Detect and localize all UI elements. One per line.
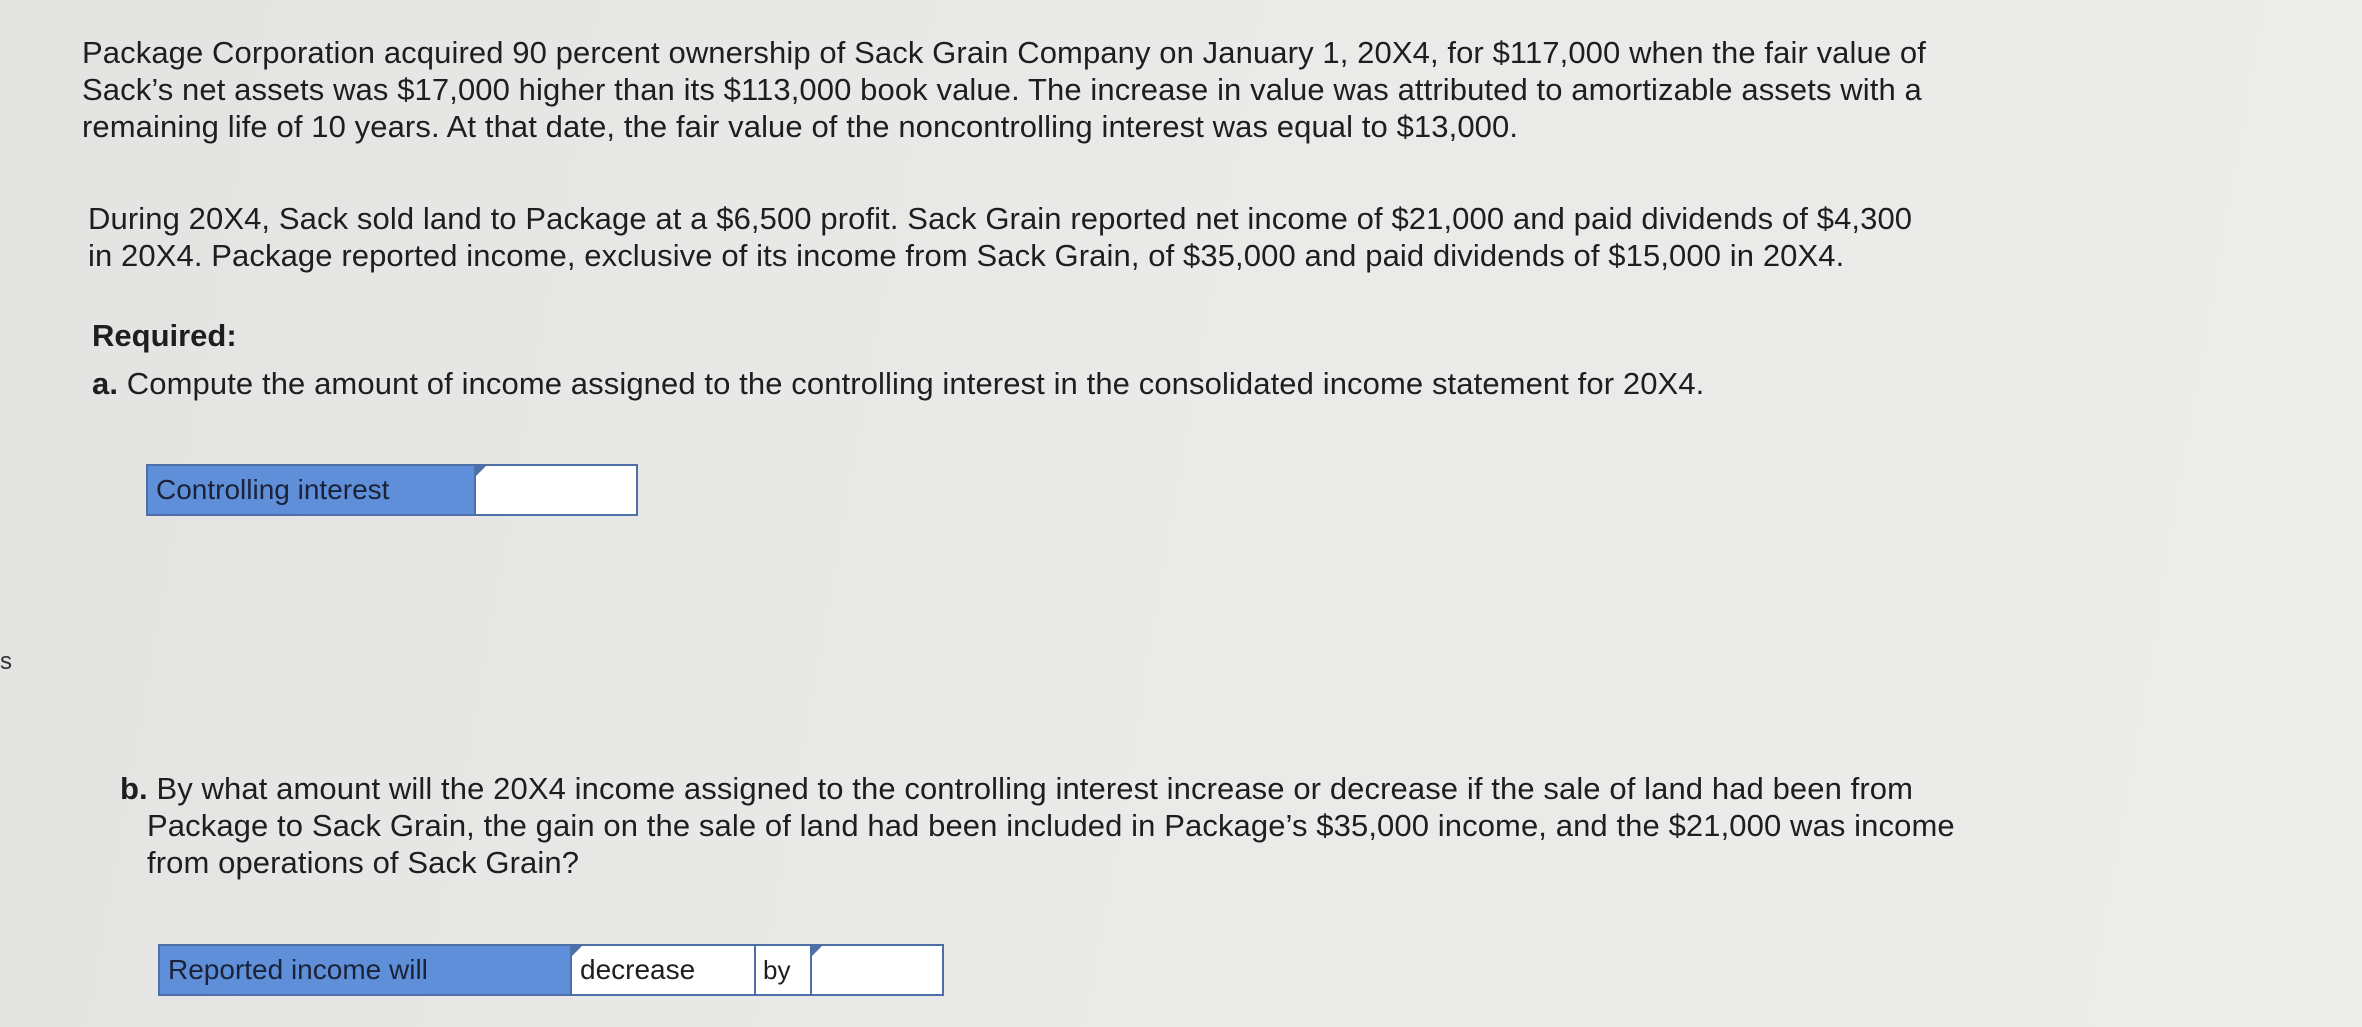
question-b-line: from operations of Sack Grain? [147, 845, 580, 880]
required-heading: Required: [92, 318, 237, 353]
answer-row-a [146, 464, 638, 516]
events-line: in 20X4. Package reported income, exclusive of its income from Sack Grain, of $35,000 and paid dividends of $15,000 in 20X4. [88, 238, 1845, 273]
change-amount-input[interactable] [812, 944, 944, 996]
question-b-line: Package to Sack Grain, the gain on the sale of land had been included in Package’s $35,000 income, and the $21,000 was income [147, 808, 1955, 843]
question-a-text: Compute the amount of income assigned to the controlling interest in the consolidated income statement for 20X4. [126, 366, 1705, 401]
question-a [92, 365, 1704, 402]
intro-line: Package Corporation acquired 90 percent ownership of Sack Grain Company on January 1, 20X4, for $117,000 when the fair value of [82, 35, 1926, 70]
question-a-letter: a. [92, 366, 119, 401]
events-line: During 20X4, Sack sold land to Package at a $6,500 profit. Sack Grain reported net income of $21,000 and paid dividends of $4,300 [88, 201, 1913, 236]
controlling-interest-input[interactable] [476, 464, 638, 516]
intro-line: Sack’s net assets was $17,000 higher than its $113,000 book value. The increase in value was attributed to amortizable assets with a [82, 72, 1922, 107]
reported-income-label: Reported income will [158, 944, 572, 996]
controlling-interest-label: Controlling interest [146, 464, 476, 516]
by-label: by [756, 944, 812, 996]
intro-paragraph [82, 34, 1926, 145]
side-letter: s [0, 648, 12, 675]
answer-row-b [158, 944, 944, 996]
question-b [120, 770, 1955, 881]
question-b-line: By what amount will the 20X4 income assigned to the controlling interest increase or decrease if the sale of land had been from [156, 771, 1914, 806]
intro-line: remaining life of 10 years. At that date, the fair value of the noncontrolling interest was equal to $13,000. [82, 109, 1519, 144]
direction-select[interactable]: decrease [572, 944, 756, 996]
question-b-letter: b. [120, 771, 148, 806]
events-paragraph [88, 200, 1912, 274]
